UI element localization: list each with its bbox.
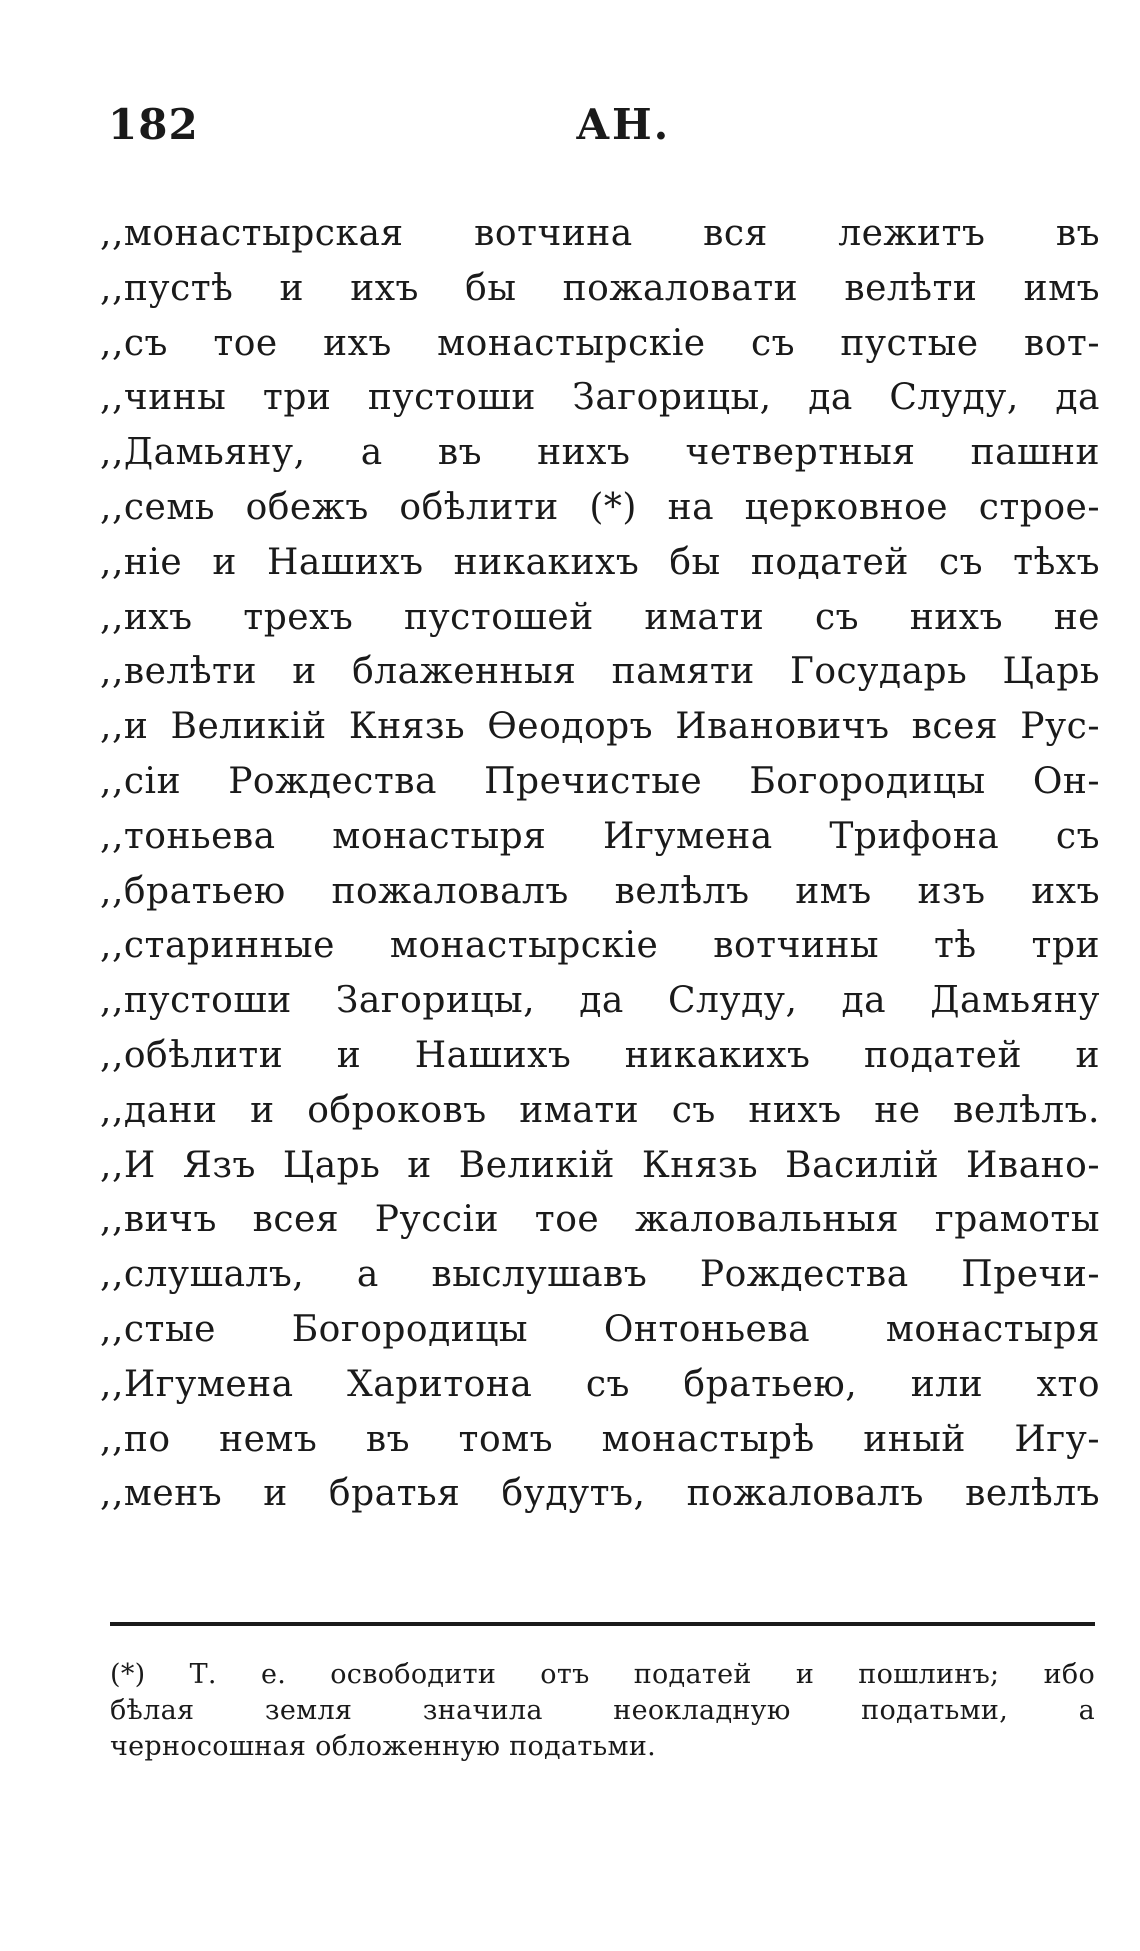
text-line: ,,слушалъ, а выслушавъ Рождества Пречи- [100, 1254, 1100, 1296]
text-line: ,,обѣлити и Нашихъ никакихъ податей и [100, 1034, 1100, 1076]
footnote-divider [110, 1622, 1095, 1626]
text-line: ,,братьею пожаловалъ велѣлъ имъ изъ ихъ [100, 870, 1100, 912]
text-line: ,,Дамьяну, а въ нихъ четвертныя пашни [100, 432, 1100, 474]
body-text [100, 207, 1100, 1522]
text-line: ,,сіи Рождества Пречистые Богородицы Он- [100, 760, 1100, 802]
text-line: ,,пустѣ и ихъ бы пожаловати велѣти имъ [100, 267, 1100, 309]
footnote [110, 1657, 1095, 1765]
text-line: ,,тоньева монастыря Игумена Трифона съ [100, 815, 1100, 857]
text-line: ,,семь обежъ обѣлити (*) на церковное строе- [100, 486, 1100, 528]
page-header [108, 100, 1098, 160]
text-line: ,,Игумена Харитона съ братьею, или хто [100, 1363, 1100, 1405]
text-line: ,,пустоши Загорицы, да Слуду, да Дамьяну [100, 980, 1100, 1022]
text-line: ,,по немъ въ томъ монастырѣ иный Игу- [100, 1418, 1100, 1460]
text-line: ,,ихъ трехъ пустошей имати съ нихъ не [100, 596, 1100, 638]
text-line: ,,вичъ всея Руссіи тое жаловальныя грамоты [100, 1199, 1100, 1241]
footnote-line: черносошная обложенную податьми. [110, 1731, 657, 1762]
text-line: ,,старинные монастырскіе вотчины тѣ три [100, 925, 1100, 967]
page-number: 182 [108, 100, 199, 149]
text-line: ,,менъ и братья будутъ, пожаловалъ велѣлъ [100, 1473, 1100, 1515]
text-line: ,,велѣти и блаженныя памяти Государь Царь [100, 651, 1100, 693]
text-line: ,,ніе и Нашихъ никакихъ бы податей съ тѣхъ [100, 541, 1100, 583]
text-line: ,,и Великій Князь Ѳеодоръ Ивановичъ всея Рус- [100, 706, 1100, 748]
text-line: ,,И Язъ Царь и Великій Князь Василій Ивано- [100, 1144, 1100, 1186]
text-line: ,,дани и оброковъ имати съ нихъ не велѣлъ. [100, 1089, 1100, 1131]
running-head: АН. [575, 100, 671, 149]
text-line: ,,стые Богородицы Онтоньева монастыря [100, 1308, 1100, 1350]
footnote-line: (*) Т. е. освободити отъ податей и пошлинъ; ибо [110, 1659, 1095, 1690]
text-line: ,,монастырская вотчина вся лежитъ въ [100, 213, 1100, 254]
text-line: ,,съ тое ихъ монастырскіе съ пустые вот- [100, 322, 1100, 364]
text-line: ,,чины три пустоши Загорицы, да Слуду, да [100, 377, 1100, 419]
footnote-line: бѣлая земля значила неокладную податьми, а [110, 1695, 1095, 1726]
